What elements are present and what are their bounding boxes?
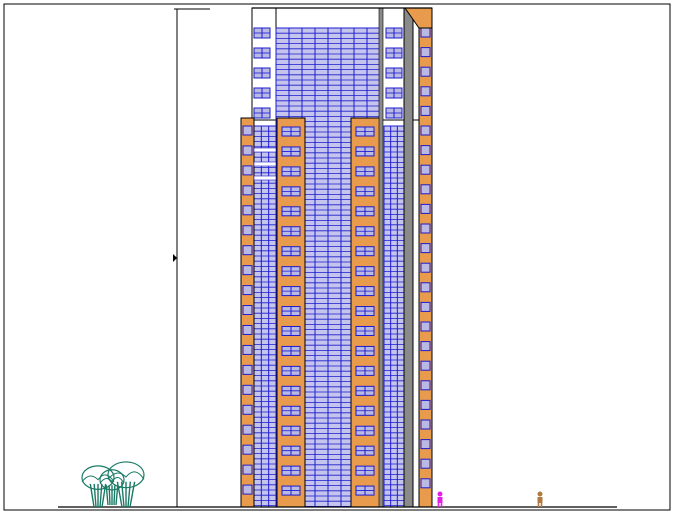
balcony-window-right [421,87,430,96]
tower-facade [241,8,432,507]
balcony-window-right [421,244,430,253]
spandrel-left [254,176,276,180]
balcony-window-right [421,420,430,429]
balcony-window-right [421,165,430,174]
balcony-window-right [421,263,430,272]
balcony-window-right [421,224,430,233]
balcony-window-left [243,465,252,474]
balcony-window-left [243,126,252,135]
balcony-window-right [421,342,430,351]
balcony-window-right [421,48,430,57]
left-curtain-wall [254,126,276,507]
person-head [438,492,443,497]
balcony-window-right [421,440,430,449]
balcony-window-left [243,146,252,155]
person-body [438,497,443,503]
balcony-window-left [243,226,252,235]
balcony-window-right [421,479,430,488]
spandrel-left [254,148,276,152]
balcony-window-right [421,185,430,194]
crown-parapet [276,8,380,28]
balcony-window-left [243,365,252,374]
balcony-window-left [243,246,252,255]
balcony-window-left [243,186,252,195]
tree-trunk [109,485,110,505]
balcony-window-left [243,206,252,215]
tree-trunk [114,485,115,505]
balcony-window-right [421,146,430,155]
balcony-window-left [243,345,252,354]
balcony-window-left [243,425,252,434]
balcony-window-right [421,126,430,135]
balcony-window-left [243,385,252,394]
balcony-window-left [243,166,252,175]
balcony-window-right [421,204,430,213]
spandrel-left [254,162,276,166]
right-curtain-wall [384,126,404,507]
balcony-window-left [243,325,252,334]
balcony-window-right [421,302,430,311]
balcony-window-left [243,445,252,454]
balcony-window-right [421,106,430,115]
right-balcony-strip [419,8,432,507]
balcony-window-right [421,361,430,370]
balcony-window-right [421,67,430,76]
balcony-window-right [421,283,430,292]
person-head [538,492,543,497]
balcony-window-right [421,28,430,37]
balcony-window-left [243,405,252,414]
core-shadow [379,8,383,507]
person-body [538,497,543,503]
balcony-window-right [421,400,430,409]
balcony-window-right [421,322,430,331]
balcony-window-left [243,485,252,494]
balcony-window-left [243,306,252,315]
balcony-window-right [421,459,430,468]
balcony-window-right [421,381,430,390]
balcony-window-left [243,286,252,295]
balcony-window-left [243,266,252,275]
